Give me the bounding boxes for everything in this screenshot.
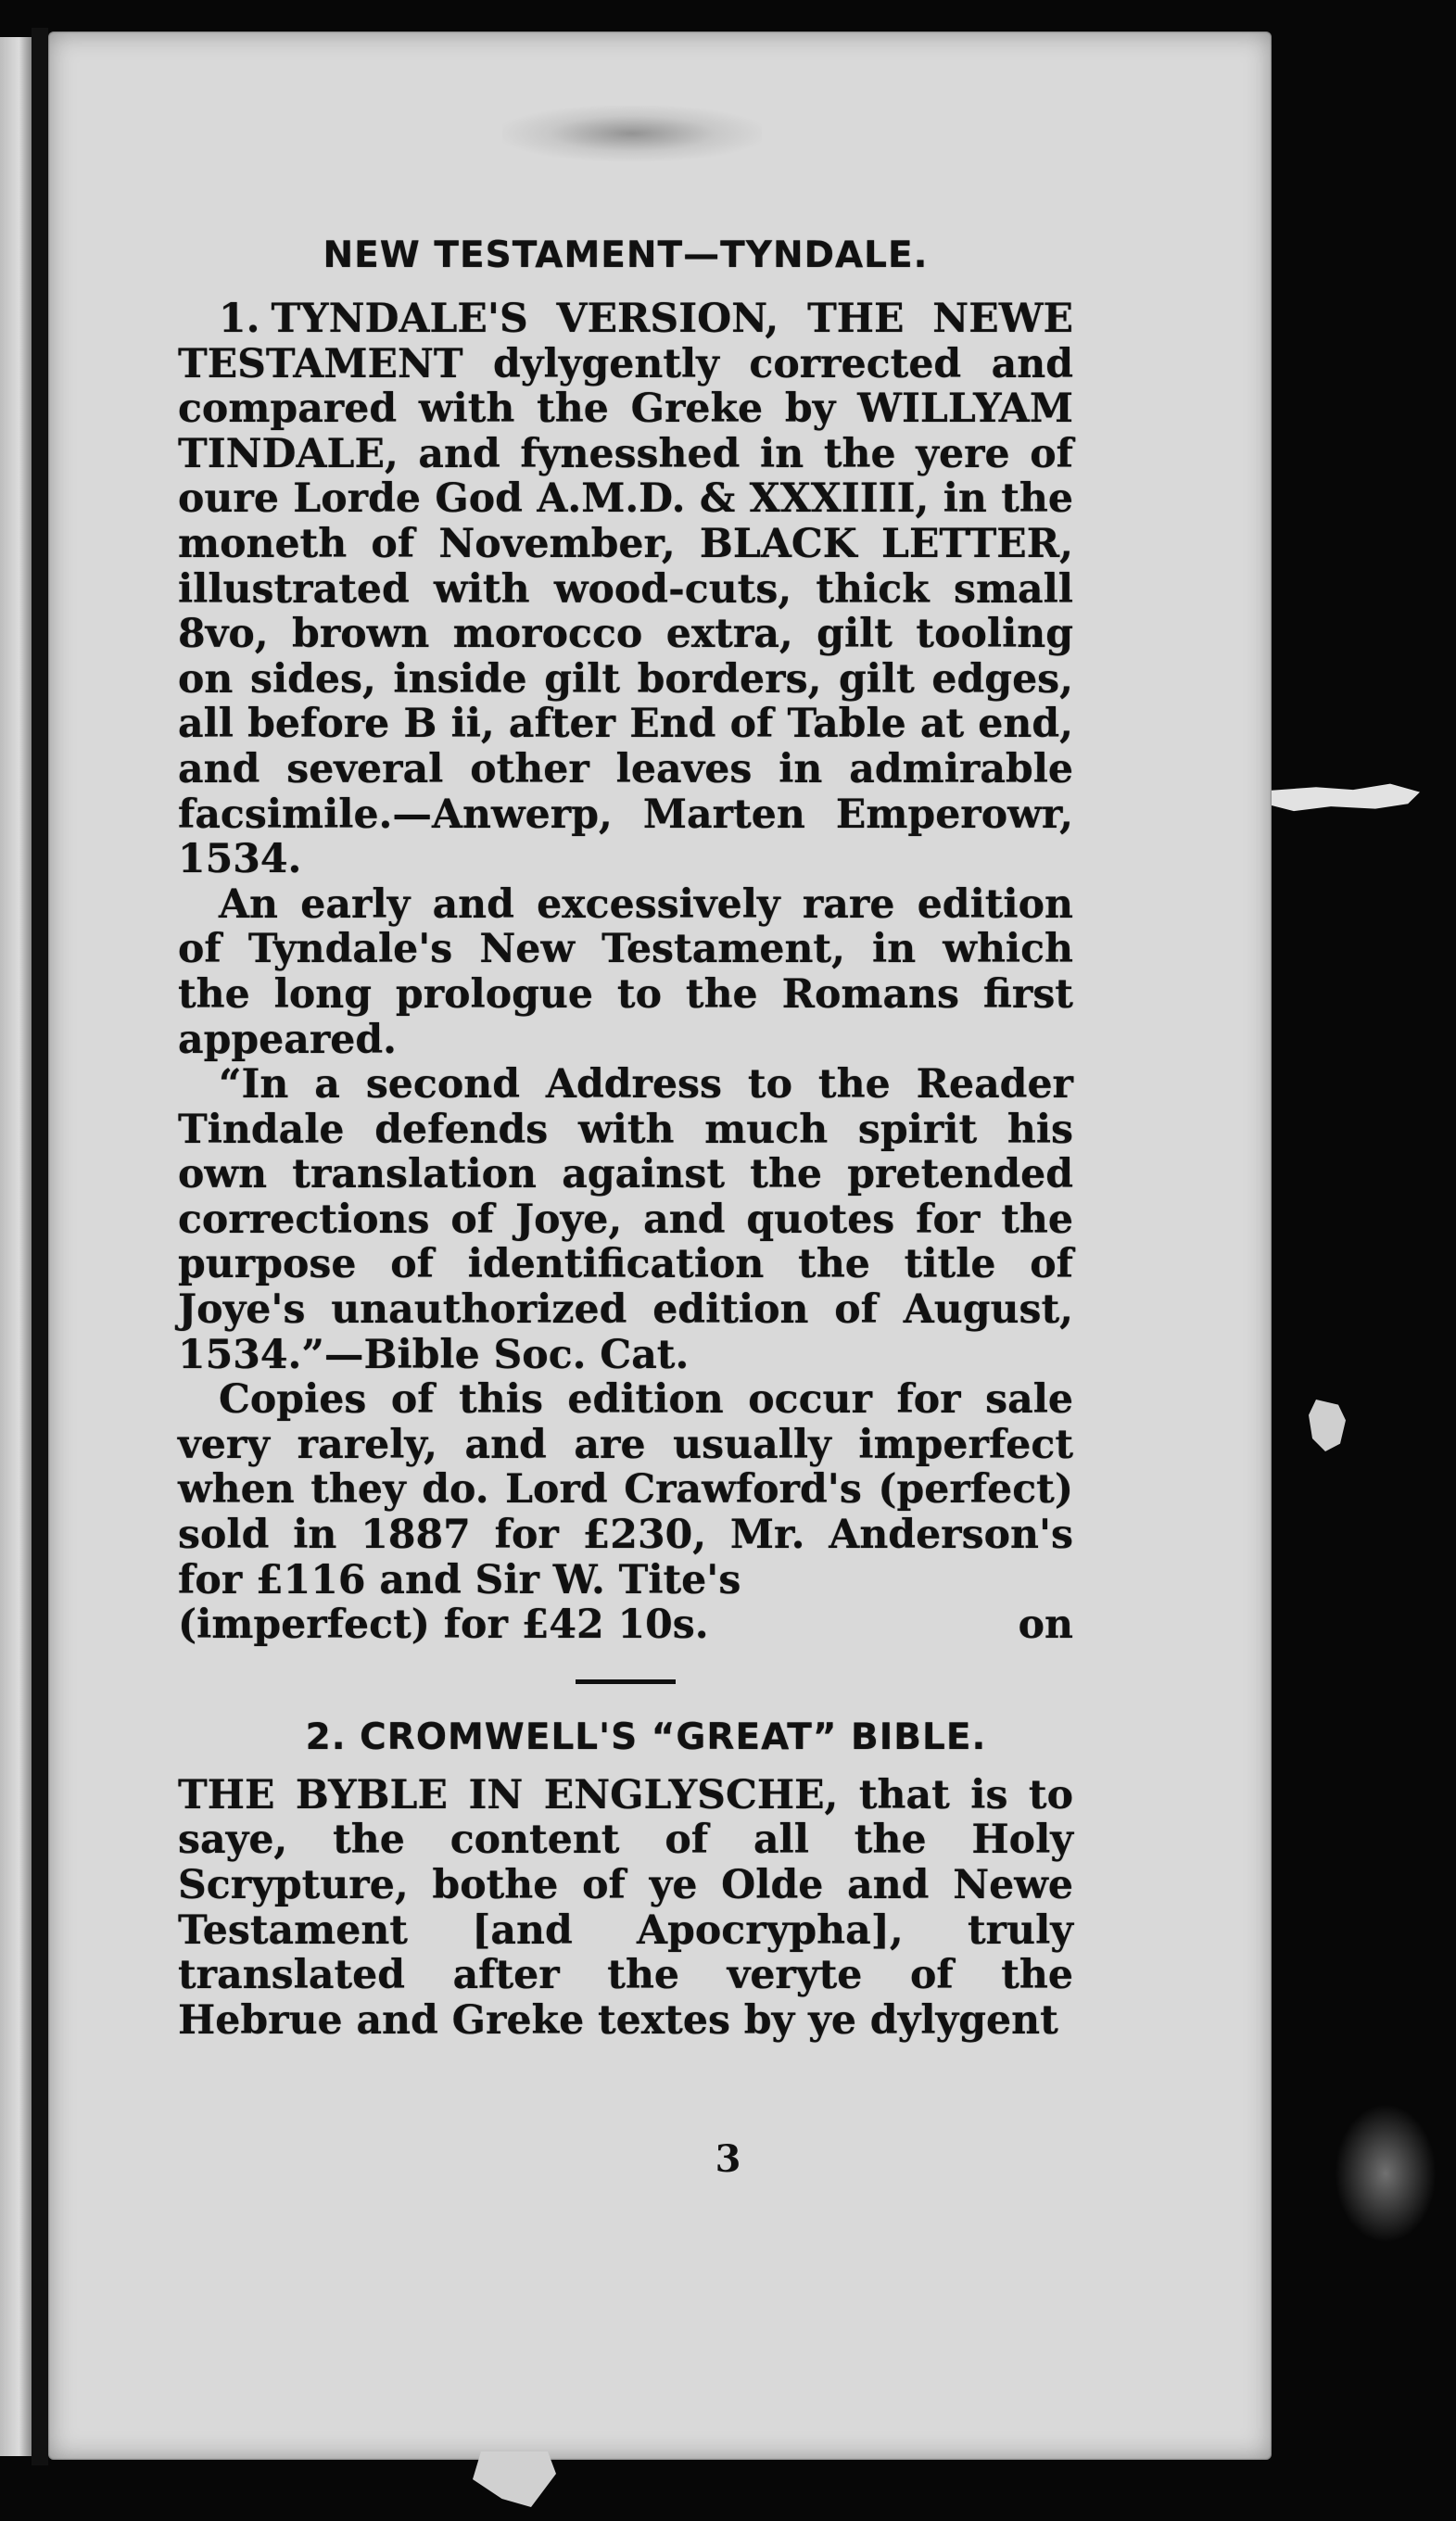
- page-text: [178, 222, 1073, 2043]
- entry-number: 1.: [219, 296, 260, 342]
- entry-1-note: An early and excessively rare edition of Tyndale's New Testament, in which the long prologue to the Romans first appeared.: [178, 880, 1073, 1063]
- entry-1-text: TYNDALE'S VERSION, THE NEWE TESTAMENT dylygently corrected and compared with the Greke by WILLYAM TINDALE, and fynesshed in the yere of oure Lorde God A.M.D. & XXXIIII, in the moneth of November, BLACK LETTER, illustrated with wood-cuts, thick small 8vo, brown morocco extra, gilt tooling on sides, inside gilt borders, gilt edges, all before B ii, after End of Table at end, and several other leaves in admirable facsimile.—Anwerp, Marten Emperowr, 1534.: [178, 296, 1073, 883]
- ink-smudge: [502, 106, 762, 161]
- entry-1-copies-end: (imperfect) for £42 10s.: [178, 1602, 709, 1649]
- page-number: 3: [715, 2137, 741, 2181]
- adjacent-page-edge: [0, 37, 32, 2456]
- section-divider: [576, 1679, 676, 1684]
- section-heading: NEW TESTAMENT—TYNDALE.: [323, 234, 929, 276]
- entry-2-heading: 2. CROMWELL'S “GREAT” BIBLE.: [305, 1716, 987, 1758]
- entry-1-copies: Copies of this edition occur for sale very rarely, and are usually imperfect when they do. Lord Crawford's (perfect) sold in 1887 for £230, Mr. Anderson's for £116 and Sir W. Tite's: [178, 1376, 1073, 1603]
- entry-1-copies-mark: on: [1018, 1602, 1073, 1649]
- paper-tear: [473, 2451, 556, 2507]
- entry-2-description: THE BYBLE IN ENGLYSCHE, that is to saye, the content of all the Holy Scrypture, bothe of ye Olde and Newe Testament [and Apocrypha], truly translated after the veryte of the Hebrue and Greke textes by ye dylygent: [178, 1771, 1073, 2044]
- entry-1-quote: “In a second Address to the Reader Tindale defends with much spirit his own translation against the pretended corrections of Joye, and quotes for the purpose of identification the title of Joye's unauthorized edition of August, 1534.”—Bible Soc. Cat.: [178, 1061, 1073, 1378]
- page-gutter: [32, 28, 48, 2465]
- entry-1-description: [178, 297, 1073, 882]
- entry-1-copies-last-line: [178, 1603, 1073, 1648]
- paper-fragment: [1309, 1400, 1346, 1451]
- paper-tear: [1272, 780, 1420, 814]
